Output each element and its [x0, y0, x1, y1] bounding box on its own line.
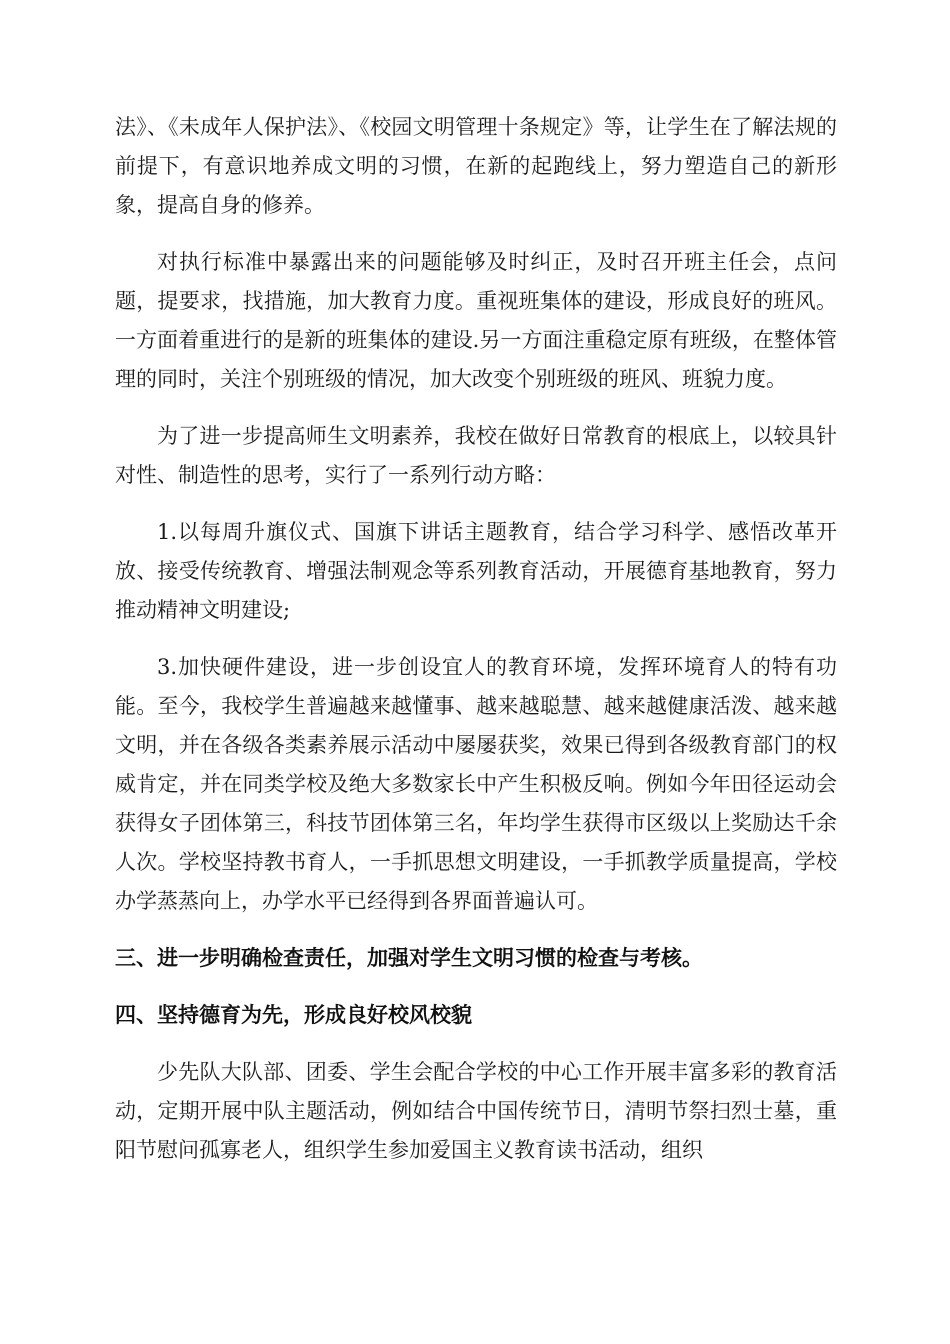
- paragraph-item-3: 3.加快硬件建设，进一步创设宜人的教育环境，发挥环境育人的特有功能。至今，我校学生普遍越来越懂事、越来越聪慧、越来越健康活泼、越来越文明，并在各级各类素养展示活动中屡屡获奖，效果已得到各级教育部门的权威肯定，并在同类学校及绝大多数家长中产生积极反响。例如今年田径运动会获得女子团体第三，科技节团体第三名，年均学生获得市区级以上奖励达千余人次。学校坚持教书育人，一手抓思想文明建设，一手抓教学质量提高，学校办学蒸蒸向上，办学水平已经得到各界面普遍认可。: [115, 655, 837, 913]
- paragraph-item-1: 1.以每周升旗仪式、国旗下讲话主题教育，结合学习科学、感悟改革开放、接受传统教育、增强法制观念等系列教育活动，开展德育基地教育，努力推动精神文明建设;: [115, 520, 837, 622]
- paragraph-action-strategy-intro: 为了进一步提高师生文明素养，我校在做好日常教育的根底上，以较具针对性、制造性的思考，实行了一系列行动方略：: [115, 424, 837, 487]
- paragraph-correction-measures: 对执行标准中暴露出来的问题能够及时纠正，及时召开班主任会，点问题，提要求，找措施，加大教育力度。重视班集体的建设，形成良好的班风。一方面着重进行的是新的班集体的建设.另一方面注重稳定原有班级，在整体管理的同时，关注个别班级的情况，加大改变个别班级的班风、班貌力度。: [115, 250, 837, 391]
- paragraph-laws-continuation: 法》、《未成年人保护法》、《校园文明管理十条规定》等，让学生在了解法规的前提下，有意识地养成文明的习惯，在新的起跑线上，努力塑造自己的新形象，提高自身的修养。: [115, 115, 837, 217]
- document-body: [115, 108, 837, 1188]
- section-heading-3: 三、进一步明确检查责任，加强对学生文明习惯的检查与考核。: [115, 946, 703, 970]
- paragraph-activities: 少先队大队部、团委、学生会配合学校的中心工作开展丰富多彩的教育活动，定期开展中队主题活动，例如结合中国传统节日，清明节祭扫烈士墓，重阳节慰问孤寡老人，组织学生参加爱国主义教育读书活动，组织: [115, 1060, 837, 1162]
- section-heading-4: 四、坚持德育为先，形成良好校风校貌: [115, 1003, 472, 1027]
